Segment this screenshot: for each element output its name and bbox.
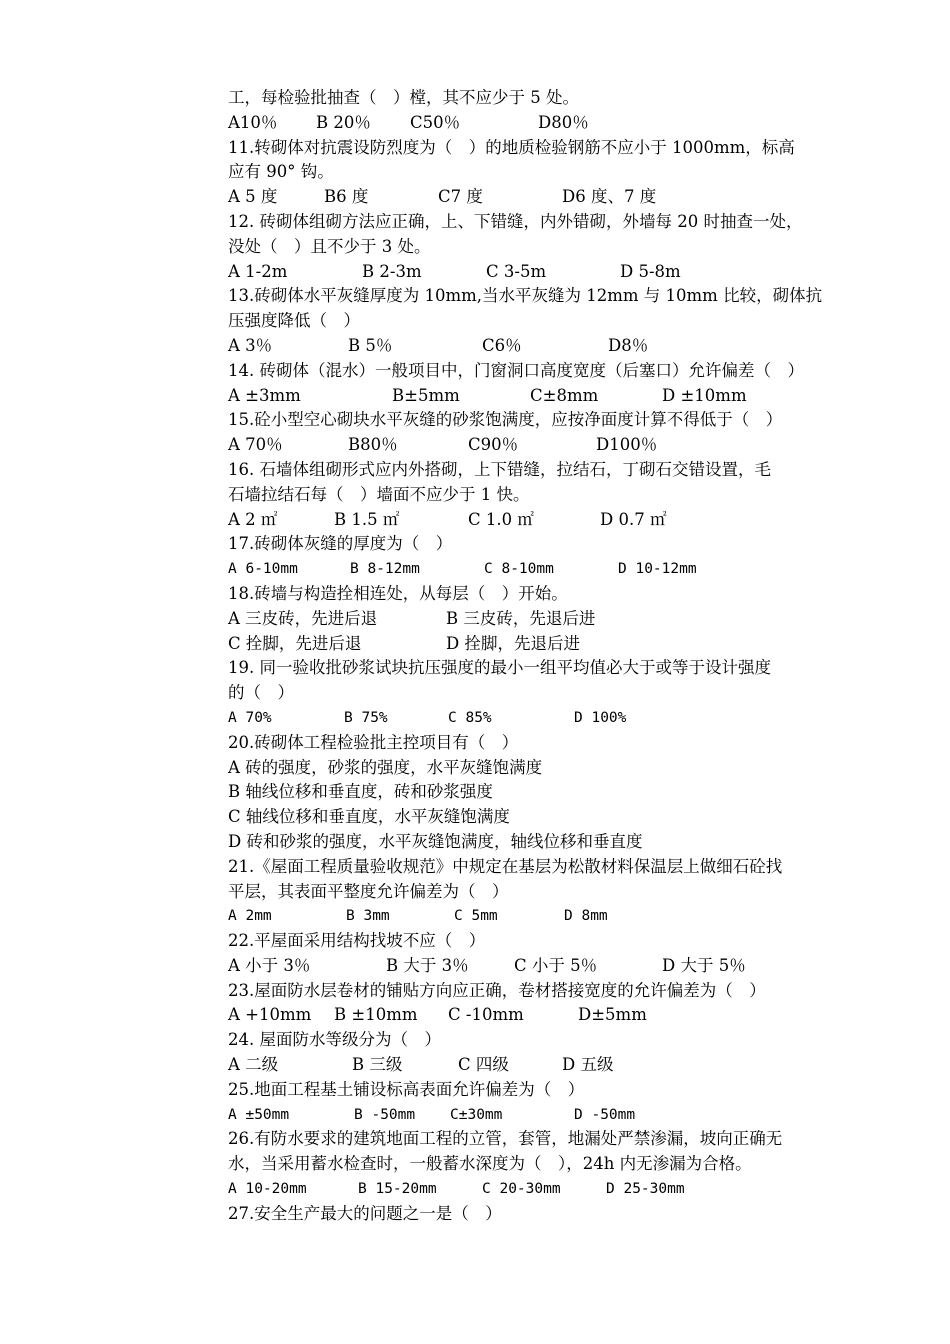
- option-b: B±5mm: [392, 385, 460, 405]
- text-line: 水，当采用蓄水检查时，一般蓄水深度为（ ），24h 内无渗漏为合格。: [228, 1154, 752, 1174]
- text-line: 的（ ）: [228, 683, 294, 703]
- option-b: B 2-3m: [362, 261, 422, 281]
- text-line: D 砖和砂浆的强度，水平灰缝饱满度，轴线位移和垂直度: [228, 831, 643, 851]
- option-c: C7 度: [438, 187, 483, 207]
- text-line: 平层，其表面平整度允许偏差为（ ）: [228, 881, 509, 901]
- options-row: [228, 1003, 878, 1028]
- option-b: B 5％: [348, 335, 393, 355]
- option-b: D 拴脚，先退后进: [446, 633, 580, 653]
- option-c: C 四级: [458, 1055, 509, 1075]
- text-line: 没处（ ）且不少于 3 处。: [228, 236, 431, 256]
- question-list: [228, 86, 878, 1227]
- option-b: B 20％: [316, 112, 371, 132]
- text-line: 12. 砖砌体组砌方法应正确，上、下错缝，内外错砌，外墙每 20 时抽查一处，: [228, 211, 803, 231]
- option-a: A +10mm: [228, 1005, 312, 1025]
- option-d: D±5mm: [578, 1005, 647, 1025]
- option-d: D100％: [596, 435, 658, 455]
- text-line: 20.砖砌体工程检验批主控项目有（ ）: [228, 732, 519, 752]
- text-line: 11.转砌体对抗震设防烈度为（ ）的地质检验钢筋不应小于 1000mm，标高: [228, 137, 795, 157]
- option-a: A ±50mm: [228, 1106, 290, 1123]
- text-line: 23.屋面防水层卷材的铺贴方向应正确，卷材搭接宽度的允许偏差为（ ）: [228, 980, 766, 1000]
- option-a: A 小于 3％: [228, 955, 311, 975]
- option-d: D8％: [608, 335, 649, 355]
- option-c: C±8mm: [530, 385, 599, 405]
- text-line: 18.砖墙与构造拴相连处，从每层（ ）开始。: [228, 583, 568, 603]
- option-a: A 3％: [228, 335, 273, 355]
- options-row: [228, 904, 878, 929]
- text-line: 13.砖砌体水平灰缝厚度为 10mm,当水平灰缝为 12mm 与 10mm 比较，砌体抗: [228, 286, 823, 306]
- options-row: [228, 433, 878, 458]
- text-line: 22.平屋面采用结构找坡不应（ ）: [228, 931, 486, 951]
- options-row: [228, 954, 878, 979]
- option-a: A 二级: [228, 1055, 279, 1075]
- option-d: D 100%: [574, 709, 627, 726]
- text-line: 21.《屋面工程质量验收规范》中规定在基层为松散材料保温层上做细石砼找: [228, 856, 783, 876]
- option-b: B ±10mm: [334, 1005, 418, 1025]
- options-row: [228, 1177, 878, 1202]
- options-row: [228, 384, 878, 409]
- option-b: B 三皮砖，先退后进: [446, 608, 596, 628]
- options-row: [228, 557, 878, 582]
- option-b: B -50mm: [354, 1106, 416, 1123]
- option-a: A10％: [228, 112, 278, 132]
- text-line: 17.砖砌体灰缝的厚度为（ ）: [228, 534, 453, 554]
- options-row: [228, 111, 878, 136]
- option-c: C50％: [410, 112, 461, 132]
- option-d: D 25-30mm: [606, 1181, 685, 1198]
- option-c: C 20-30mm: [482, 1181, 561, 1198]
- option-c: C -10mm: [448, 1005, 524, 1025]
- option-c: C6％: [482, 335, 522, 355]
- option-d: D80％: [538, 112, 589, 132]
- options-row: [228, 1053, 878, 1078]
- options-row: [228, 508, 878, 533]
- option-a: A ±3mm: [228, 385, 301, 405]
- option-a: A 6-10mm: [228, 561, 298, 578]
- option-c: C 小于 5％: [514, 955, 598, 975]
- option-b: B80％: [348, 435, 398, 455]
- text-line: 26.有防水要求的建筑地面工程的立管，套管，地漏处严禁渗漏，坡向正确无: [228, 1129, 783, 1149]
- text-line: 19. 同一验收批砂浆试块抗压强度的最小一组平均值必大于或等于设计强度: [228, 658, 771, 678]
- option-a: A 70%: [228, 709, 272, 726]
- text-line: C 轴线位移和垂直度，水平灰缝饱满度: [228, 807, 510, 827]
- options-row: [228, 632, 878, 657]
- options-row: [228, 607, 878, 632]
- text-line: A 砖的强度，砂浆的强度，水平灰缝饱满度: [228, 757, 543, 777]
- options-row: [228, 260, 878, 285]
- text-line: 压强度降低（ ）: [228, 311, 360, 331]
- options-row: [228, 1103, 878, 1128]
- option-c: C 3-5m: [486, 261, 547, 281]
- text-line: 27.安全生产最大的问题之一是（ ）: [228, 1203, 502, 1223]
- text-line: 25.地面工程基土铺设标高表面允许偏差为（ ）: [228, 1079, 585, 1099]
- text-line: 24. 屋面防水等级分为（ ）: [228, 1030, 441, 1050]
- option-a: C 拴脚，先进后退: [228, 633, 362, 653]
- option-b: B 三级: [352, 1055, 403, 1075]
- text-line: 14. 砖砌体（混水）一般项目中，门窗洞口高度宽度（后塞口）允许偏差（ ）: [228, 360, 804, 380]
- option-c: C90％: [468, 435, 519, 455]
- option-d: D 5-8m: [620, 261, 681, 281]
- text-line: 工，每检验批抽查（ ）樘，其不应少于 5 处。: [228, 88, 579, 107]
- option-b: B 8-12mm: [350, 561, 420, 578]
- option-c: C 8-10mm: [484, 561, 554, 578]
- option-a: A 2mm: [228, 908, 272, 925]
- option-c: C 85%: [448, 709, 492, 726]
- option-b: B6 度: [324, 187, 369, 207]
- option-a: A 2 ㎡: [228, 509, 278, 529]
- text-line: B 轴线位移和垂直度，砖和砂浆强度: [228, 782, 493, 802]
- option-a: A 1-2m: [228, 261, 288, 281]
- option-d: D 大于 5％: [662, 955, 746, 975]
- option-d: D -50mm: [574, 1106, 636, 1123]
- option-c: C±30mm: [450, 1106, 503, 1123]
- option-d: D 五级: [562, 1055, 614, 1075]
- option-d: D6 度、7 度: [562, 187, 657, 207]
- option-c: C 5mm: [454, 908, 498, 925]
- option-c: C 1.0 ㎡: [468, 509, 534, 529]
- option-a: A 5 度: [228, 187, 278, 207]
- options-row: [228, 185, 878, 210]
- options-row: [228, 706, 878, 731]
- option-d: D ±10mm: [662, 385, 747, 405]
- options-row: [228, 334, 878, 359]
- text-line: 16. 石墙体组砌形式应内外搭砌，上下错缝，拉结石，丁砌石交错设置，毛: [228, 459, 771, 479]
- option-b: B 1.5 ㎡: [334, 509, 400, 529]
- option-b: B 大于 3％: [386, 955, 469, 975]
- option-d: D 10-12mm: [618, 561, 697, 578]
- text-line: 15.砼小型空心砌块水平灰缝的砂浆饱满度，应按净面度计算不得低于（ ）: [228, 410, 783, 430]
- option-b: B 75%: [344, 709, 388, 726]
- option-a: A 10-20mm: [228, 1181, 307, 1198]
- text-line: 应有 90° 钩。: [228, 162, 334, 182]
- option-a: A 70％: [228, 435, 283, 455]
- option-b: B 3mm: [346, 908, 390, 925]
- text-line: 石墙拉结石每（ ）墙面不应少于 1 快。: [228, 484, 530, 504]
- option-d: D 0.7 ㎡: [600, 509, 667, 529]
- option-a: A 三皮砖，先进后退: [228, 608, 378, 628]
- option-d: D 8mm: [564, 908, 608, 925]
- option-b: B 15-20mm: [358, 1181, 437, 1198]
